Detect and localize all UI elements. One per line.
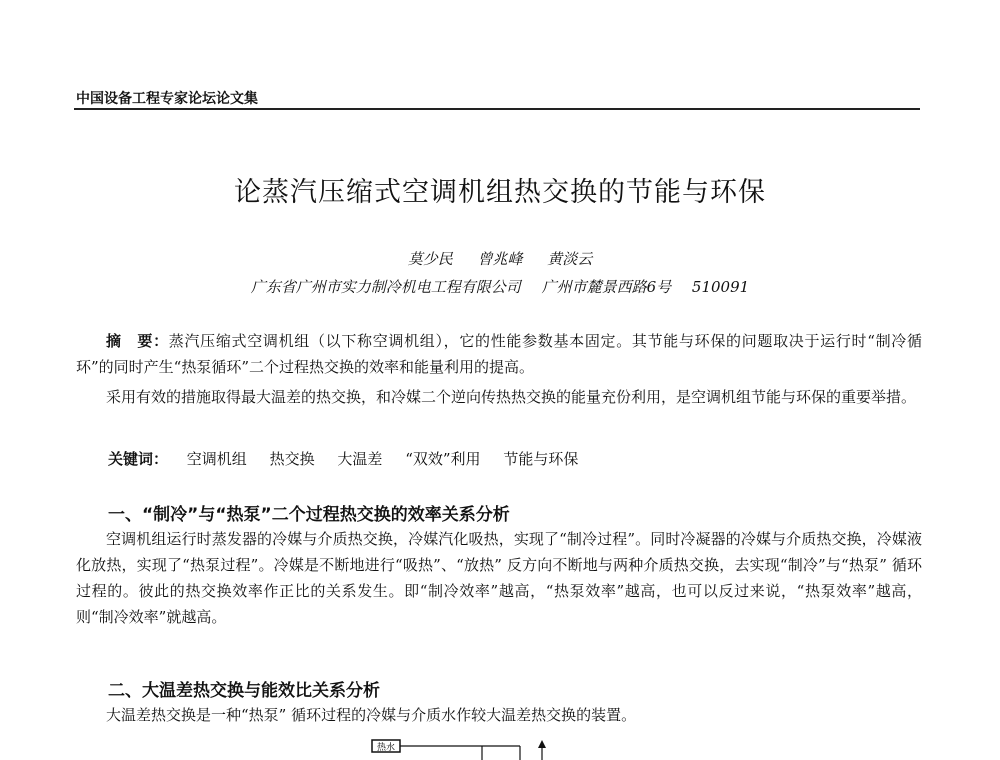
keyword: 节能与环保 — [503, 450, 579, 468]
keyword: 大温差 — [337, 450, 383, 468]
figure-box-label: 热水 — [376, 743, 396, 753]
section-2-heading: 二、大温差热交换与能效比关系分析 — [108, 681, 380, 701]
affiliation-zip: 510091 — [691, 278, 750, 296]
abstract-label: 摘 要： — [106, 332, 169, 350]
section-1-text: 空调机组运行时蒸发器的冷媒与介质热交换，冷媒汽化吸热，实现了“制冷过程”。同时冷凝器的冷媒与介质热交换，冷媒液化放热，实现了“热泵过程”。冷媒是不断地进行“吸热”、“放热” 反方向不断地与两种介质热交换，去实现“制冷”与“热泵” 循环过程的。彼此的热交换效率作正比的关系发生。即“制冷效率”越高，“热泵效率”越高，也可以反过来说，“热泵效率”越高，则“制冷效率”就越高。 — [76, 530, 922, 626]
author-list — [0, 248, 1000, 269]
keyword: “双效”利用 — [405, 450, 481, 468]
header-rule — [74, 108, 920, 110]
paper-title: 论蒸汽压缩式空调机组热交换的节能与环保 — [234, 177, 766, 208]
affiliation-org: 广东省广州市实力制冷机电工程有限公司 — [250, 278, 521, 296]
author-name: 曾兆峰 — [477, 250, 523, 268]
abstract-paragraph-1 — [76, 328, 922, 380]
affiliation-address: 广州市麓景西路6号 — [541, 278, 672, 296]
keyword: 空调机组 — [186, 450, 247, 468]
keywords-label: 关键词： — [108, 450, 169, 468]
arrow-up-icon — [538, 740, 546, 748]
author-name: 莫少民 — [407, 250, 453, 268]
journal-header: 中国设备工程专家论坛论文集 — [76, 91, 258, 107]
abstract-text-1: 蒸汽压缩式空调机组（以下称空调机组），它的性能参数基本固定。其节能与环保的问题取决于运行时“制冷循环”的同时产生“热泵循环”二个过程热交换的效率和能量利用的提高。 — [76, 332, 922, 376]
affiliation — [0, 276, 1000, 297]
author-name: 黄淡云 — [547, 250, 593, 268]
section-2-text: 大温差热交换是一种“热泵” 循环过程的冷媒与介质水作较大温差热交换的装置。 — [106, 706, 637, 724]
abstract-paragraph-2: 采用有效的措施取得最大温差的热交换，和冷媒二个逆向传热热交换的能量充份利用，是空调机组节能与环保的重要举措。 — [106, 388, 917, 406]
section-1-heading: 一、“制冷”与“热泵”二个过程热交换的效率关系分析 — [108, 505, 510, 525]
figure-diagram-top — [370, 728, 590, 760]
keyword: 热交换 — [269, 450, 315, 468]
keywords-line — [108, 448, 596, 469]
